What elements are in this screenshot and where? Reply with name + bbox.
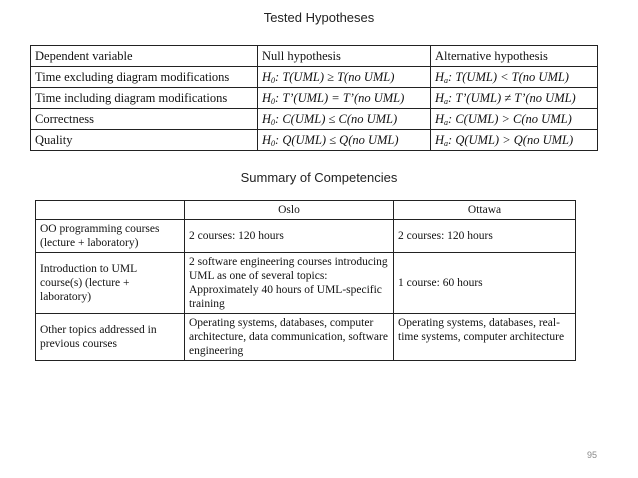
null-hypothesis-cell: $H_0$: T’(UML) = T’(no UML): [258, 88, 431, 109]
table-header-row: [31, 46, 598, 67]
variable-cell: Correctness: [31, 109, 258, 130]
variable-cell: Quality: [31, 130, 258, 151]
header-ottawa: Ottawa: [394, 201, 576, 220]
competencies-title: Summary of Competencies: [240, 170, 398, 185]
header-oslo: Oslo: [185, 201, 394, 220]
null-hypothesis-cell: $H_0$: Q(UML) ≤ Q(no UML): [258, 130, 431, 151]
oslo-cell: 2 courses: 120 hours: [185, 220, 394, 253]
oslo-cell: Operating systems, databases, computer architecture, data communication, software engineering: [185, 314, 394, 361]
variable-cell: Time excluding diagram modifications: [31, 67, 258, 88]
null-hypothesis-cell: $H_0$: C(UML) ≤ C(no UML): [258, 109, 431, 130]
variable-cell: Time including diagram modifications: [31, 88, 258, 109]
table-row: [36, 220, 576, 253]
table-row: [31, 67, 598, 88]
topic-cell: Other topics addressed in previous courses: [36, 314, 185, 361]
topic-cell: Introduction to UML course(s) (lecture + laboratory): [36, 253, 185, 314]
tested-hypotheses-title: Tested Hypotheses: [263, 10, 375, 25]
page-number: 95: [587, 450, 598, 460]
table-row: [36, 314, 576, 361]
hypotheses-table: [30, 45, 598, 151]
header-null-hypothesis: Null hypothesis: [258, 46, 431, 67]
table-row: [31, 130, 598, 151]
oslo-cell: 2 software engineering courses introducing UML as one of several topics: Approximately 40 hours of UML-specific training: [185, 253, 394, 314]
ottawa-cell: 1 course: 60 hours: [394, 253, 576, 314]
header-dependent-variable: Dependent variable: [31, 46, 258, 67]
ottawa-cell: 2 courses: 120 hours: [394, 220, 576, 253]
table-row: [31, 88, 598, 109]
alternative-hypothesis-cell: $H_a$: T(UML) < T(no UML): [431, 67, 598, 88]
competencies-table: [35, 200, 576, 361]
topic-cell: OO programming courses (lecture + laboratory): [36, 220, 185, 253]
alternative-hypothesis-cell: $H_a$: Q(UML) > Q(no UML): [431, 130, 598, 151]
alternative-hypothesis-cell: $H_a$: C(UML) > C(no UML): [431, 109, 598, 130]
alternative-hypothesis-cell: $H_a$: T’(UML) ≠ T’(no UML): [431, 88, 598, 109]
header-alternative-hypothesis: Alternative hypothesis: [431, 46, 598, 67]
header-empty: [36, 201, 185, 220]
table-row: [36, 253, 576, 314]
table-header-row: [36, 201, 576, 220]
table-row: [31, 109, 598, 130]
ottawa-cell: Operating systems, databases, real-time systems, computer architecture: [394, 314, 576, 361]
null-hypothesis-cell: $H_0$: T(UML) ≥ T(no UML): [258, 67, 431, 88]
